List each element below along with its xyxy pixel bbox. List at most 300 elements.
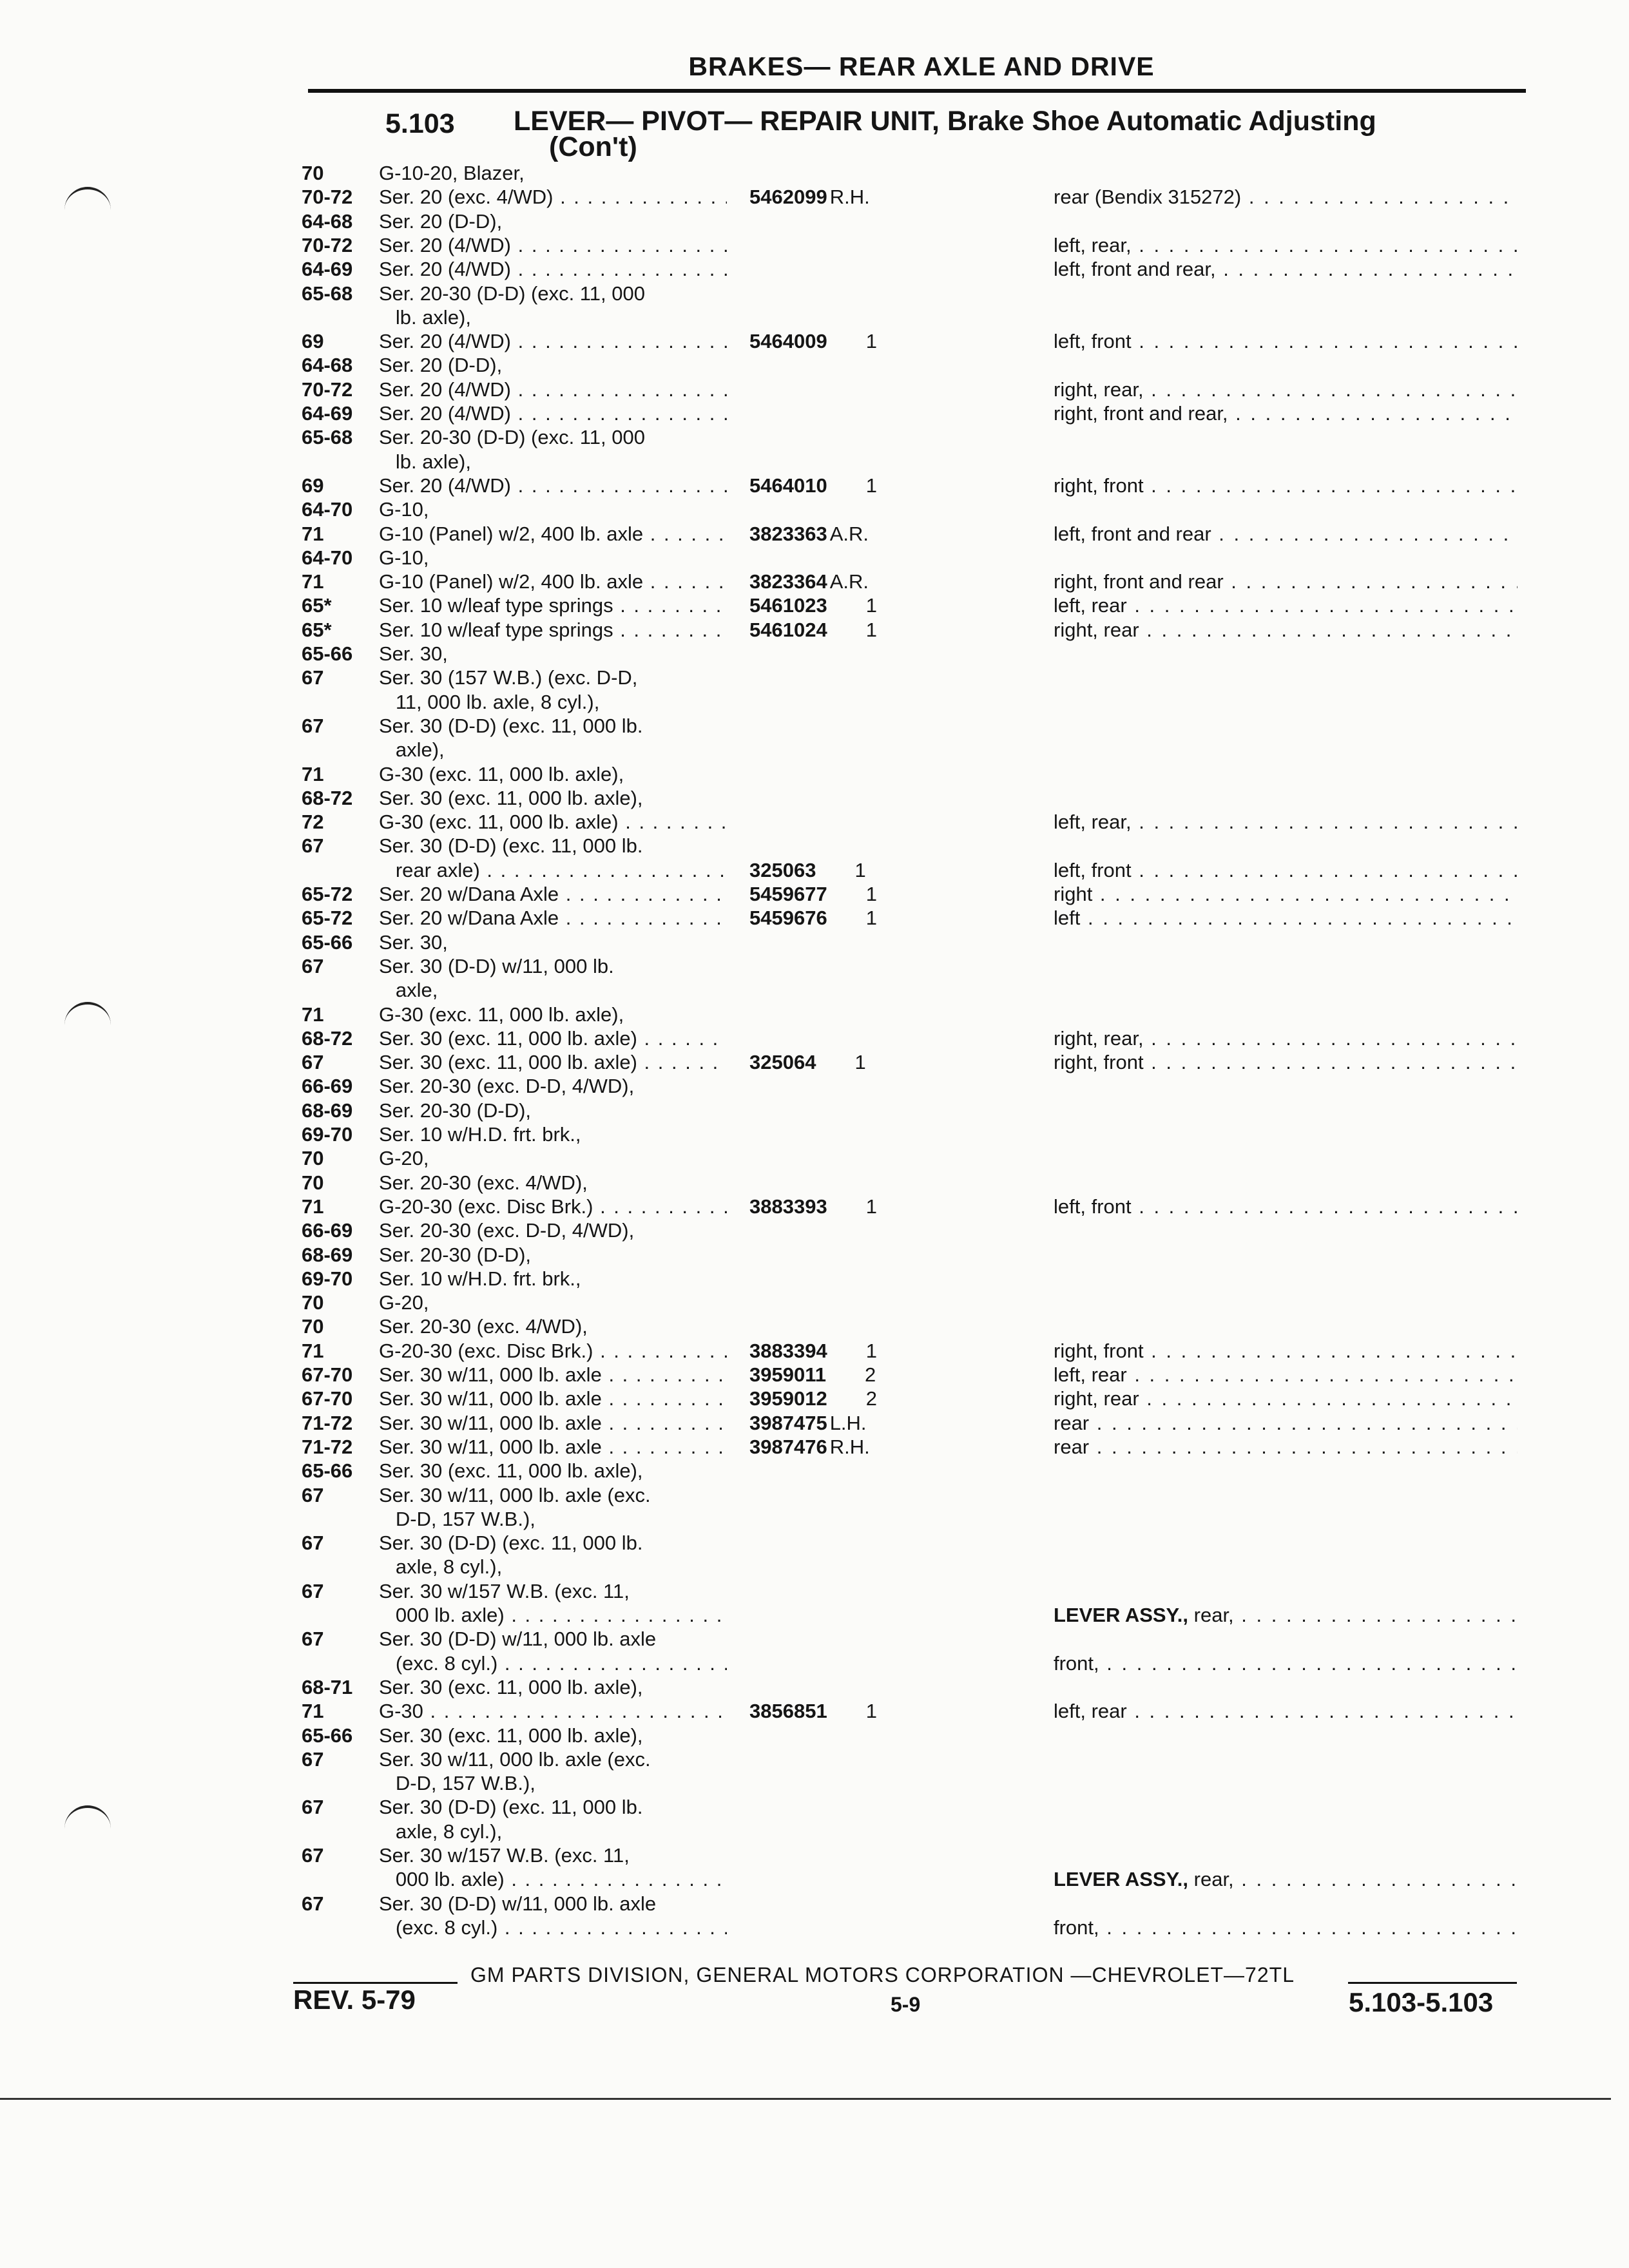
model-year: 69-70 xyxy=(302,1123,353,1146)
table-row xyxy=(0,1314,1629,1338)
application-description: Ser. 20 (4/WD) . . . xyxy=(379,401,727,425)
table-row xyxy=(0,522,1629,546)
part-number-cell xyxy=(749,282,930,305)
part-number: 3883393 xyxy=(749,1195,827,1218)
model-year: 65-66 xyxy=(302,930,353,954)
position-text: left, front and rear, xyxy=(1054,258,1216,281)
table-row xyxy=(0,1363,1629,1387)
application-description: Ser. 30 (exc. 11, 000 lb. axle) . . . xyxy=(379,1050,727,1074)
model-year: 65* xyxy=(302,618,332,641)
application-description: 000 lb. axle) . . . xyxy=(379,1603,727,1627)
application-description: Ser. 20 (4/WD) . . . xyxy=(379,329,727,353)
application-description: Ser. 30 w/11, 000 lb. axle . . . xyxy=(379,1363,727,1387)
quantity: R.H. xyxy=(829,1435,870,1458)
position-note xyxy=(1054,233,1518,257)
part-number-cell xyxy=(749,1916,930,1939)
part-number-cell xyxy=(749,1050,930,1074)
table-row xyxy=(0,1892,1629,1916)
application-description: G-10-20, Blazer, xyxy=(379,162,525,184)
application-description: Ser. 20 (4/WD) . . . xyxy=(379,257,727,281)
application-description: Ser. 20 (exc. 4/WD) . . . xyxy=(379,185,727,209)
position-text: left, rear xyxy=(1054,1363,1127,1386)
table-row xyxy=(0,1579,1629,1603)
part-number-cell xyxy=(749,522,930,546)
table-row xyxy=(0,209,1629,233)
model-year: 66-69 xyxy=(302,1075,353,1098)
model-year: 68-72 xyxy=(302,786,353,809)
part-number-cell xyxy=(749,1363,930,1387)
quantity: 2 xyxy=(865,1387,877,1410)
model-year: 67 xyxy=(302,1532,324,1555)
table-row xyxy=(0,882,1629,906)
position-text: right, front and rear xyxy=(1054,570,1224,593)
table-row xyxy=(0,546,1629,570)
position-text: right, rear xyxy=(1054,1387,1139,1410)
model-year: 67 xyxy=(302,1892,324,1915)
application-description: G-10 (Panel) w/2, 400 lb. axle . . . xyxy=(379,570,727,593)
model-year: 68-69 xyxy=(302,1099,353,1122)
table-row xyxy=(0,906,1629,930)
section-title xyxy=(514,108,1376,160)
application-description: Ser. 20-30 (D-D) (exc. 11, 000 xyxy=(379,426,645,449)
position-text: right, rear, xyxy=(1054,378,1144,401)
section-range: 5.103-5.103 xyxy=(1349,1987,1494,2017)
part-number-cell xyxy=(749,1195,930,1218)
table-row xyxy=(0,1146,1629,1170)
application-description: Ser. 30 (exc. 11, 000 lb. axle), xyxy=(379,786,643,809)
application-description: D-D, 157 W.B.), xyxy=(379,1507,535,1530)
section-title-text: LEVER— PIVOT— REPAIR UNIT, Brake Shoe Automatic Adjusting xyxy=(514,106,1376,137)
part-number-cell xyxy=(749,1579,930,1603)
model-year: 67 xyxy=(302,714,324,737)
part-number-cell xyxy=(749,1892,930,1916)
table-row xyxy=(0,401,1629,425)
position-text: right xyxy=(1054,883,1093,905)
quantity: A.R. xyxy=(829,570,869,593)
part-number-cell xyxy=(749,690,930,714)
position-text: right, rear xyxy=(1054,618,1139,641)
model-year: 68-71 xyxy=(302,1675,353,1698)
part-number-cell xyxy=(749,1291,930,1314)
position-note xyxy=(1054,810,1518,834)
position-note xyxy=(1054,474,1518,497)
table-row xyxy=(0,257,1629,281)
section-number: 5.103 xyxy=(385,108,455,139)
table-row xyxy=(0,1099,1629,1122)
header-rule xyxy=(308,89,1526,93)
table-row xyxy=(0,233,1629,257)
table-row xyxy=(0,1627,1629,1651)
application-description: Ser. 10 w/leaf type springs . . . xyxy=(379,593,727,617)
application-description: Ser. 30, xyxy=(379,930,448,954)
model-year: 65-66 xyxy=(302,1724,353,1747)
model-year: 71-72 xyxy=(302,1411,353,1434)
position-note xyxy=(1054,593,1518,617)
part-number: 3959011 xyxy=(749,1363,826,1386)
table-row xyxy=(0,1916,1629,1939)
model-year: 70 xyxy=(302,1171,324,1194)
table-row xyxy=(0,762,1629,786)
table-row xyxy=(0,185,1629,209)
part-number-cell xyxy=(749,1820,930,1843)
application-description: Ser. 20 w/Dana Axle . . . xyxy=(379,882,727,906)
model-year: 71 xyxy=(302,762,324,785)
model-year: 67 xyxy=(302,1796,324,1819)
quantity: 1 xyxy=(865,907,877,930)
table-row xyxy=(0,714,1629,738)
application-description: Ser. 30, xyxy=(379,642,448,665)
application-description: G-10, xyxy=(379,498,429,521)
part-number-cell xyxy=(749,1218,930,1242)
application-description: axle), xyxy=(379,738,445,762)
position-text: left, rear xyxy=(1054,1700,1127,1723)
table-row xyxy=(0,618,1629,642)
application-description: Ser. 30 (D-D) w/11, 000 lb. xyxy=(379,954,614,977)
part-number: 3823364 xyxy=(749,570,827,593)
part-number: 3987475 xyxy=(749,1411,827,1434)
table-row xyxy=(0,978,1629,1002)
part-number-cell xyxy=(749,570,930,593)
position-text: right, front xyxy=(1054,1051,1144,1074)
application-description: Ser. 30 (157 W.B.) (exc. D-D, xyxy=(379,666,638,689)
quantity: 1 xyxy=(865,618,877,641)
application-description: Ser. 30 (exc. 11, 000 lb. axle), xyxy=(379,1675,643,1698)
part-number-cell xyxy=(749,593,930,617)
part-number-cell xyxy=(749,209,930,233)
position-note xyxy=(1054,185,1518,209)
position-text: right, front xyxy=(1054,474,1144,497)
part-number-cell xyxy=(749,425,930,449)
application-description: Ser. 20 (4/WD) . . . xyxy=(379,233,727,257)
position-note xyxy=(1054,522,1518,546)
application-description: Ser. 30 (exc. 11, 000 lb. axle) . . . xyxy=(379,1026,727,1050)
table-row xyxy=(0,1435,1629,1459)
part-number-cell xyxy=(749,642,930,666)
model-year: 65-72 xyxy=(302,883,353,905)
part-number-cell xyxy=(749,257,930,281)
model-year: 65-66 xyxy=(302,1459,353,1483)
part-number-cell xyxy=(749,450,930,474)
position-text: left xyxy=(1054,907,1081,930)
part-number-cell xyxy=(749,738,930,762)
position-text: left, rear xyxy=(1054,594,1127,617)
part-number-cell xyxy=(749,1411,930,1435)
application-description: Ser. 20 (D-D), xyxy=(379,354,503,377)
position-text: left, rear, xyxy=(1054,233,1132,256)
model-year: 72 xyxy=(302,811,324,834)
application-description: Ser. 20-30 (exc. 4/WD), xyxy=(379,1315,588,1338)
table-row xyxy=(0,1843,1629,1867)
part-number-cell xyxy=(749,1507,930,1531)
model-year: 65* xyxy=(302,594,332,617)
model-year: 70 xyxy=(302,1315,324,1338)
table-row xyxy=(0,1820,1629,1843)
model-year: 66-69 xyxy=(302,1219,353,1242)
part-number-cell xyxy=(749,233,930,257)
part-number-cell xyxy=(749,930,930,954)
part-number: 5464009 xyxy=(749,330,827,353)
position-text: left, front xyxy=(1054,1195,1132,1218)
part-number: 5459676 xyxy=(749,907,827,930)
table-row xyxy=(0,474,1629,497)
part-number-cell xyxy=(749,1724,930,1747)
model-year: 65-68 xyxy=(302,282,353,305)
position-note xyxy=(1054,1387,1518,1410)
application-description: lb. axle), xyxy=(379,450,471,473)
model-year: 68-72 xyxy=(302,1026,353,1050)
table-row xyxy=(0,1771,1629,1795)
table-row xyxy=(0,329,1629,353)
application-description: axle, 8 cyl.), xyxy=(379,1820,503,1843)
application-description: axle, xyxy=(379,979,438,1002)
model-year: 71 xyxy=(302,570,324,593)
quantity: 1 xyxy=(865,1700,877,1723)
position-note xyxy=(1054,906,1518,930)
table-row xyxy=(0,1507,1629,1531)
table-row xyxy=(0,282,1629,305)
application-description: Ser. 20-30 (D-D), xyxy=(379,1243,532,1266)
model-year: 69 xyxy=(302,330,324,353)
quantity: 1 xyxy=(865,1195,877,1218)
part-number-cell xyxy=(749,714,930,738)
part-number-cell xyxy=(749,1747,930,1771)
application-description: Ser. 30 w/11, 000 lb. axle . . . xyxy=(379,1411,727,1435)
part-number-cell xyxy=(749,954,930,978)
table-row xyxy=(0,1795,1629,1819)
application-description: Ser. 30 (D-D) (exc. 11, 000 lb. xyxy=(379,1532,643,1555)
part-number-cell xyxy=(749,546,930,570)
part-number-cell xyxy=(749,1771,930,1795)
table-row xyxy=(0,1603,1629,1627)
quantity: A.R. xyxy=(829,522,869,545)
position-note xyxy=(1054,1867,1518,1891)
page-number: 5-9 xyxy=(891,1993,921,2016)
part-number-cell xyxy=(749,762,930,786)
footer-rule-right xyxy=(1348,1982,1517,1984)
table-row xyxy=(0,1074,1629,1098)
footer-publisher: GM PARTS DIVISION, GENERAL MOTORS CORPORATION —CHEVROLET—72TL xyxy=(470,1963,1295,1986)
table-row xyxy=(0,1747,1629,1771)
application-description: G-20-30 (exc. Disc Brk.) . . . xyxy=(379,1339,727,1363)
model-year: 64-69 xyxy=(302,258,353,281)
model-year: 70 xyxy=(302,1147,324,1170)
position-text: left, front and rear xyxy=(1054,522,1211,545)
part-number-cell xyxy=(749,378,930,401)
part-number-cell xyxy=(749,401,930,425)
model-year: 67-70 xyxy=(302,1387,353,1410)
position-text: front, xyxy=(1054,1916,1099,1939)
part-number-cell xyxy=(749,1531,930,1555)
model-year: 70-72 xyxy=(302,186,353,209)
position-text: left, front xyxy=(1054,330,1132,353)
part-number-cell xyxy=(749,1074,930,1098)
part-number: 5462099 xyxy=(749,186,827,209)
position-note xyxy=(1054,257,1518,281)
application-description: G-30 (exc. 11, 000 lb. axle), xyxy=(379,1003,624,1026)
part-number: 325063 xyxy=(749,858,816,881)
table-row xyxy=(0,1267,1629,1291)
table-row xyxy=(0,305,1629,329)
model-year: 67 xyxy=(302,1483,324,1506)
application-description: Ser. 20-30 (exc. D-D, 4/WD), xyxy=(379,1219,635,1242)
table-row xyxy=(0,1724,1629,1747)
application-description: Ser. 30 (exc. 11, 000 lb. axle), xyxy=(379,1724,643,1747)
position-note xyxy=(1054,1411,1518,1435)
model-year: 71 xyxy=(302,522,324,545)
application-description: Ser. 20-30 (D-D) (exc. 11, 000 xyxy=(379,282,645,305)
part-number-cell xyxy=(749,786,930,810)
table-row xyxy=(0,497,1629,521)
position-note xyxy=(1054,1435,1518,1459)
position-note xyxy=(1054,882,1518,906)
application-description: G-10, xyxy=(379,546,429,569)
model-year: 68-69 xyxy=(302,1243,353,1266)
table-row xyxy=(0,161,1629,185)
part-number-cell xyxy=(749,882,930,906)
application-description: Ser. 20 (D-D), xyxy=(379,209,503,233)
position-text: left, rear, xyxy=(1054,811,1132,834)
part-number-cell xyxy=(749,858,930,882)
quantity: R.H. xyxy=(829,186,870,209)
assembly-label: LEVER ASSY., xyxy=(1054,1604,1189,1626)
model-year: 70-72 xyxy=(302,378,353,401)
footer-rule-left xyxy=(293,1982,458,1984)
position-note xyxy=(1054,401,1518,425)
table-row xyxy=(0,1171,1629,1195)
model-year: 67 xyxy=(302,1579,324,1602)
application-description: Ser. 30 w/157 W.B. (exc. 11, xyxy=(379,1579,630,1602)
table-row xyxy=(0,1699,1629,1723)
table-row xyxy=(0,1675,1629,1699)
application-description: axle, 8 cyl.), xyxy=(379,1555,503,1579)
model-year: 67 xyxy=(302,1747,324,1771)
table-row xyxy=(0,642,1629,666)
position-note xyxy=(1054,1195,1518,1218)
model-year: 64-68 xyxy=(302,209,353,233)
table-row xyxy=(0,810,1629,834)
table-row xyxy=(0,1459,1629,1483)
part-number-cell xyxy=(749,618,930,642)
part-number-cell xyxy=(749,161,930,185)
application-description: G-10 (Panel) w/2, 400 lb. axle . . . xyxy=(379,522,727,546)
model-year: 67-70 xyxy=(302,1363,353,1386)
section-continued: (Con't) xyxy=(549,131,637,162)
position-text: left, front xyxy=(1054,858,1132,881)
part-number-cell xyxy=(749,1627,930,1651)
part-number-cell xyxy=(749,185,930,209)
model-year: 71 xyxy=(302,1339,324,1362)
position-note xyxy=(1054,329,1518,353)
position-note xyxy=(1054,1339,1518,1363)
table-row xyxy=(0,593,1629,617)
table-row xyxy=(0,1483,1629,1507)
application-description: Ser. 30 (D-D) w/11, 000 lb. axle xyxy=(379,1628,657,1651)
application-description: rear axle) . . . xyxy=(379,858,727,882)
model-year: 71 xyxy=(302,1195,324,1218)
position-text: rear (Bendix 315272) xyxy=(1054,186,1242,209)
table-row xyxy=(0,1867,1629,1891)
table-row xyxy=(0,738,1629,762)
application-description: Ser. 20 (4/WD) . . . xyxy=(379,378,727,401)
part-number-cell xyxy=(749,666,930,689)
part-number: 3856851 xyxy=(749,1700,827,1723)
position-note xyxy=(1054,1651,1518,1675)
part-number-cell xyxy=(749,497,930,521)
model-year: 71 xyxy=(302,1700,324,1723)
part-number-cell xyxy=(749,1459,930,1483)
part-number: 5459677 xyxy=(749,883,827,905)
part-number-cell xyxy=(749,1243,930,1267)
model-year: 67 xyxy=(302,834,324,858)
position-text: rear, xyxy=(1188,1604,1234,1626)
position-note xyxy=(1054,1050,1518,1074)
part-number-cell xyxy=(749,1651,930,1675)
table-row xyxy=(0,570,1629,593)
part-number-cell xyxy=(749,1026,930,1050)
page-header-title: BRAKES— REAR AXLE AND DRIVE xyxy=(688,52,1155,81)
application-description: G-30 . . . xyxy=(379,1699,727,1723)
table-row xyxy=(0,1195,1629,1218)
model-year: 65-66 xyxy=(302,642,353,665)
part-number-cell xyxy=(749,1483,930,1507)
quantity: L.H. xyxy=(829,1411,867,1434)
quantity: 1 xyxy=(865,1339,877,1362)
part-number: 5461023 xyxy=(749,594,827,617)
model-year: 67 xyxy=(302,954,324,977)
table-row xyxy=(0,1218,1629,1242)
table-row xyxy=(0,834,1629,858)
model-year: 67 xyxy=(302,1844,324,1867)
table-row xyxy=(0,666,1629,689)
model-year: 70 xyxy=(302,1291,324,1314)
position-note xyxy=(1054,1026,1518,1050)
model-year: 65-72 xyxy=(302,907,353,930)
model-year: 67 xyxy=(302,1051,324,1074)
quantity: 1 xyxy=(865,474,877,497)
part-number-cell xyxy=(749,1555,930,1579)
table-row xyxy=(0,1531,1629,1555)
table-row xyxy=(0,1026,1629,1050)
application-description: Ser. 20 (4/WD) . . . xyxy=(379,474,727,497)
model-year: 64-69 xyxy=(302,402,353,425)
application-description: (exc. 8 cyl.) . . . xyxy=(379,1916,727,1939)
part-number: 3987476 xyxy=(749,1435,827,1458)
part-number-cell xyxy=(749,305,930,329)
part-number-cell xyxy=(749,1699,930,1723)
assembly-label: LEVER ASSY., xyxy=(1054,1868,1189,1891)
application-description: Ser. 20-30 (exc. 4/WD), xyxy=(379,1171,588,1194)
application-description: lb. axle), xyxy=(379,305,471,329)
application-description: Ser. 10 w/H.D. frt. brk., xyxy=(379,1267,581,1290)
part-number-cell xyxy=(749,474,930,497)
model-year: 70 xyxy=(302,162,324,184)
part-number-cell xyxy=(749,1387,930,1410)
position-note xyxy=(1054,1603,1518,1627)
table-row xyxy=(0,1339,1629,1363)
position-text: right, rear, xyxy=(1054,1026,1144,1050)
model-year: 67 xyxy=(302,1628,324,1651)
table-row xyxy=(0,1243,1629,1267)
application-description: Ser. 30 (D-D) (exc. 11, 000 lb. xyxy=(379,714,643,737)
part-number-cell xyxy=(749,1122,930,1146)
table-row xyxy=(0,1291,1629,1314)
application-description: G-30 (exc. 11, 000 lb. axle) . . . xyxy=(379,810,727,834)
table-row xyxy=(0,425,1629,449)
application-description: 000 lb. axle) . . . xyxy=(379,1867,727,1891)
application-description: Ser. 30 (D-D) (exc. 11, 000 lb. xyxy=(379,1796,643,1819)
part-number-cell xyxy=(749,1795,930,1819)
part-number-cell xyxy=(749,1675,930,1699)
